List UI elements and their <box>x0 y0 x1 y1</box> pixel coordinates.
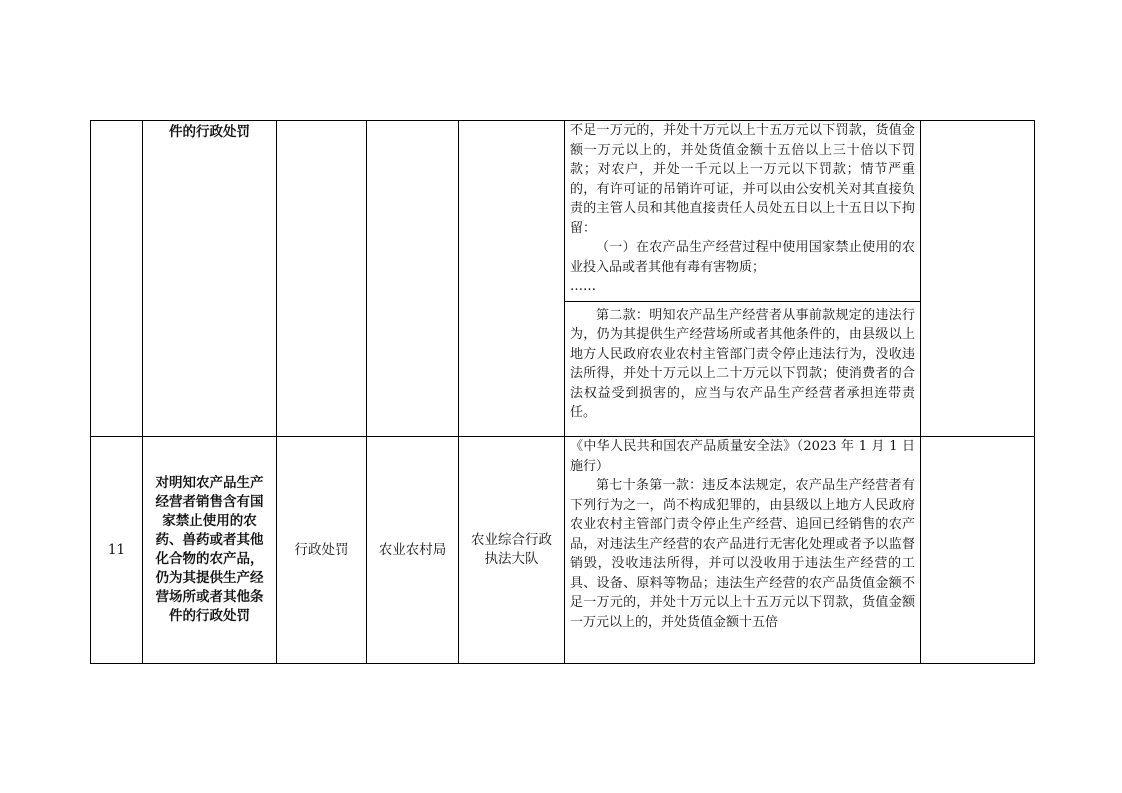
legal-basis-paragraph: 第七十条第一款：违反本法规定，农产品生产经营者有下列行为之一，尚不构成犯罪的，由县级以上地方人民政府农业农村主管部门责令停止生产经营、追回已经销售的农产品，对违法生产经营的农产品进行无害化处理或者予以监督销毁，没收违法所得，并可以没收用于违法生产经营的工具、设备、原料等物品；违法生产经营的农产品货值金额不足一万元的，并处十万元以上十五万元以下罚款，货值金额一万元以上的，并处货值金额十五倍 <box>570 478 915 630</box>
legal-basis-ellipsis: …… <box>570 279 596 294</box>
legal-basis-cell <box>565 121 921 437</box>
item-name-cell: 对明知农产品生产经营者销售含有国家禁止使用的农药、兽药或者其他化合物的农产品，仍为其提供生产经营场所或者其他条件的行政处罚 <box>143 437 277 664</box>
note-cell <box>921 437 1035 664</box>
legal-basis-paragraph: 第二款：明知农产品生产经营者从事前款规定的违法行为，仍为其提供生产经营场所或者其他条件的，由县级以上地方人民政府农业农村主管部门责令停止违法行为，没收违法所得，并处十万元以上二十万元以下罚款；使消费者的合法权益受到损害的，应当与农产品生产经营者承担连带责任。 <box>570 307 915 420</box>
enforcement-unit-cell <box>459 121 565 437</box>
table-row <box>91 437 1035 664</box>
legal-basis-title: 《中华人民共和国农产品质量安全法》（2023 年 1 月 1 日施行） <box>570 439 915 474</box>
note-cell <box>921 121 1035 437</box>
table-row <box>91 121 1035 437</box>
row-number-cell: 11 <box>91 437 143 664</box>
legal-basis-paragraph: 不足一万元的，并处十万元以上十五万元以下罚款，货值金额一万元以上的，并处货值金额十五倍以上三十倍以下罚款；对农户，并处一千元以上一万元以下罚款；情节严重的，有许可证的吊销许可证，并可以由公安机关对其直接负责的主管人员和其他直接责任人员处五日以上十五日以下拘留： <box>570 123 915 236</box>
category-cell <box>277 121 367 437</box>
enforcement-unit-cell: 农业综合行政执法大队 <box>459 437 565 664</box>
legal-basis-paragraph: （一）在农产品生产经营过程中使用国家禁止使用的农业投入品或者其他有毒有害物质； <box>570 240 915 275</box>
item-name-cell: 件的行政处罚 <box>143 121 277 437</box>
department-cell: 农业农村局 <box>367 437 459 664</box>
law-enforcement-table <box>90 120 1035 664</box>
row-number-cell <box>91 121 143 437</box>
department-cell <box>367 121 459 437</box>
category-cell: 行政处罚 <box>277 437 367 664</box>
legal-basis-cell <box>565 437 921 664</box>
